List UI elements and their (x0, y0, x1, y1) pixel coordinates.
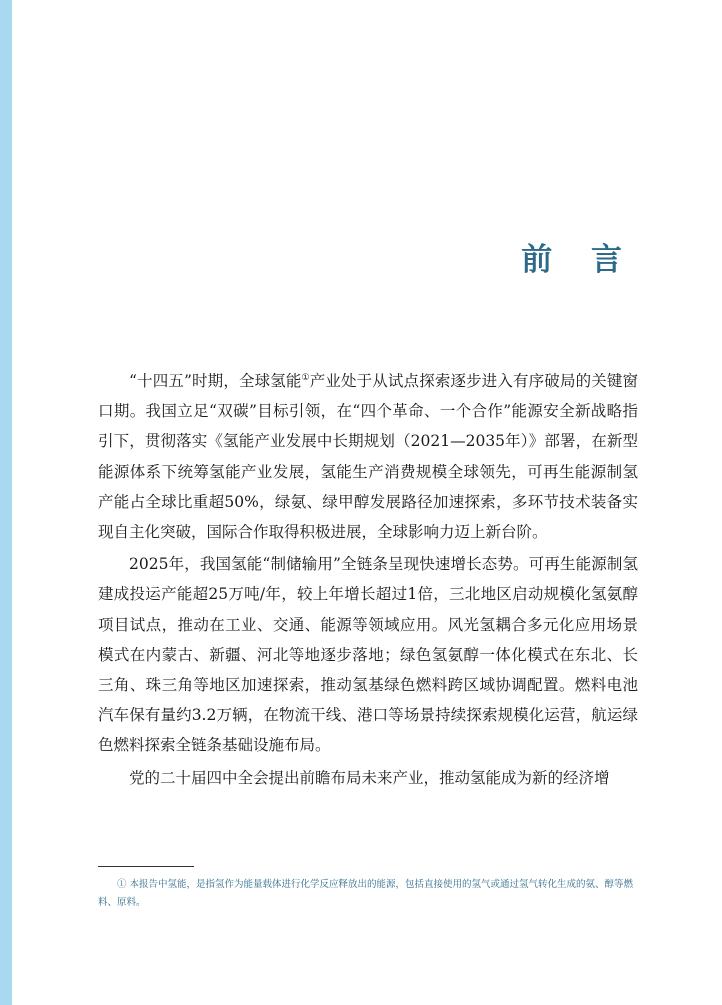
paragraph-1-text-a: “十四五”时期，全球氢能 (129, 372, 302, 390)
paragraph-1-text-b: 产业处于从试点探索逐步进入有序破局的关键窗口期。我国立足“双碳”目标引领，在“四个革命、一个合作”能源安全新战略指引下，贯彻落实《氢能产业发展中长期规划（2021—2035年）》部署，在新型能源体系下统筹氢能产业发展，氢能生产消费规模全球领先，可再生能源制氢产能占全球比重超50%，绿氨、绿甲醇发展路径加速探索，多环节技术装备实现自主化突破，国际合作取得积极进展，全球影响力迈上新台阶。 (98, 372, 638, 542)
footnote-text: ① 本报告中氢能，是指氢作为能量载体进行化学反应释放出的能源，包括直接使用的氢气或通过氢气转化生成的氨、醇等燃料、原料。 (98, 879, 634, 908)
page-title: 前 言 (521, 242, 636, 278)
footnote-marker[interactable]: ① (301, 372, 310, 383)
body-text (98, 366, 638, 793)
footnote-divider (98, 866, 194, 867)
side-color-bar (0, 0, 12, 1005)
paragraph-1 (98, 366, 638, 547)
paragraph-3: 党的二十届四中全会提出前瞻布局未来产业，推动氢能成为新的经济增 (129, 768, 610, 787)
paragraph-2: 2025年，我国氢能“制储输用”全链条呈现快速增长态势。可再生能源制氢建成投运产能超25万吨/年，较上年增长超过1倍，三北地区启动规模化氢氨醇项目试点，推动在工业、交通、能源等领域应用。风光氢耦合多元化应用场景模式在内蒙古、新疆、河北等地逐步落地；绿色氢氨醇一体化模式在东北、长三角、珠三角等地区加速探索，推动氢基绿色燃料跨区域协调配置。燃料电池汽车保有量约3.2万辆，在物流干线、港口等场景持续探索规模化运营，航运绿色燃料探索全链条基础设施布局。 (98, 555, 638, 755)
